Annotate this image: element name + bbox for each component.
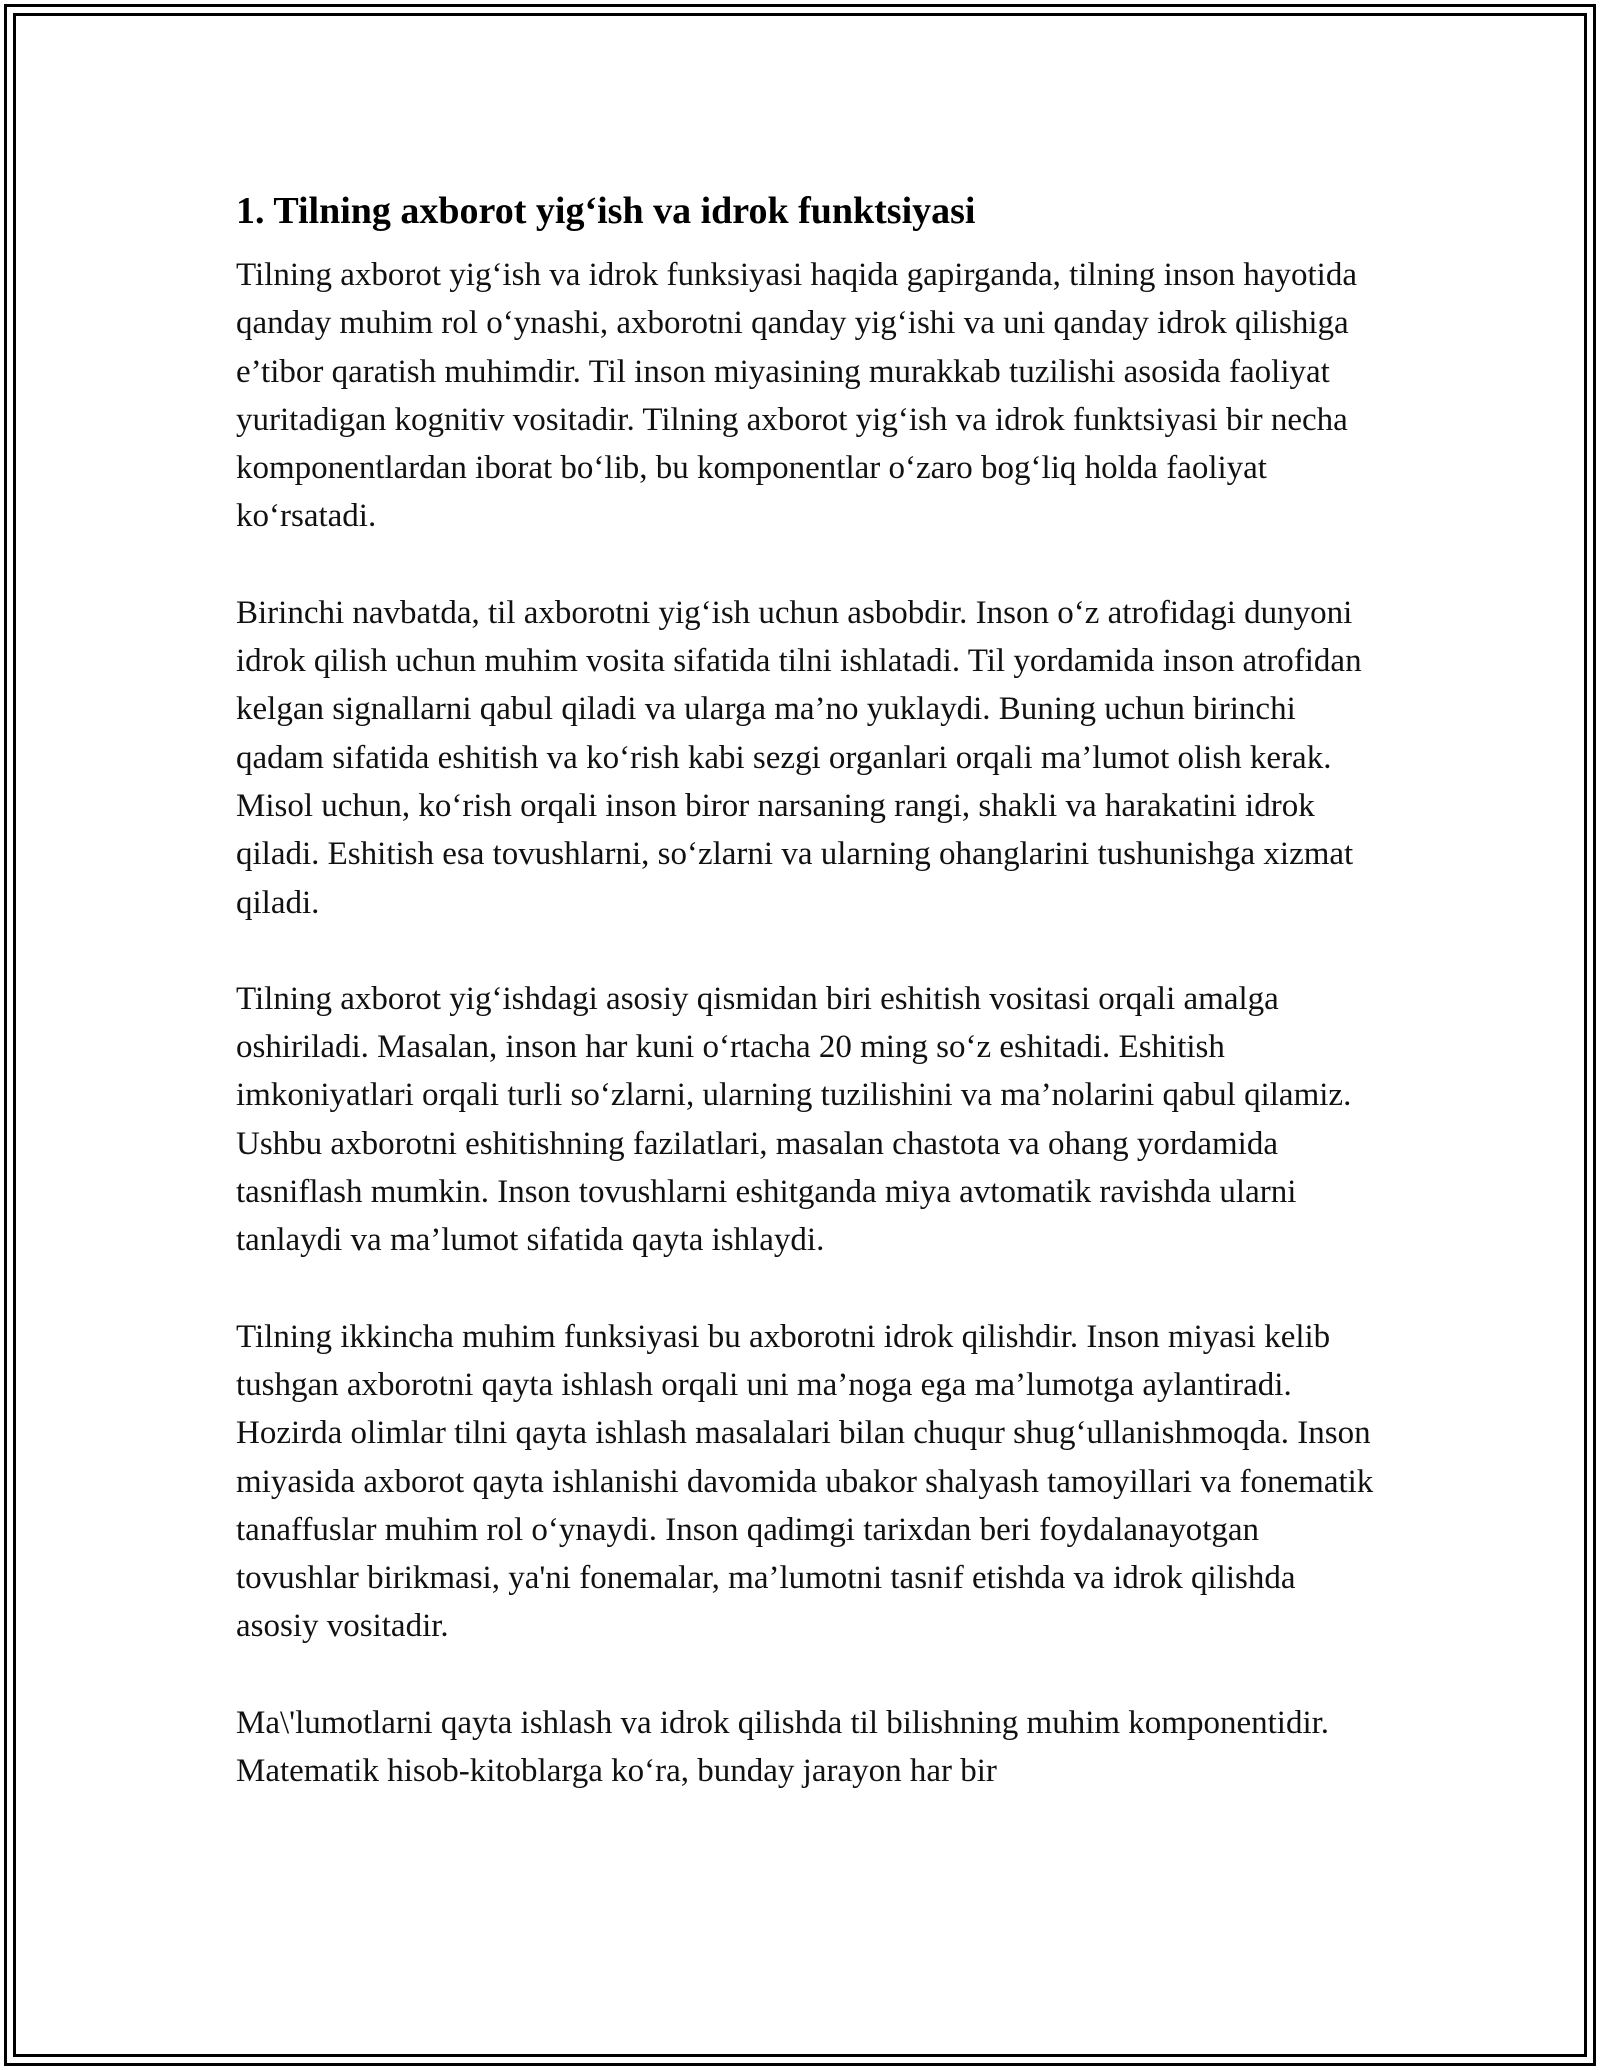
paragraph-4: Tilning ikkincha muhim funksiyasi bu axborotni idrok qilishdir. Inson miyasi kelib tushgan axborotni qayta ishlash orqali uni ma’noga ega ma’lumotga aylantiradi. Hozirda olimlar tilni qayta ishlash masalalari bilan chuqur shug‘ullanishmoqda. Inson miyasida axborot qayta ishlanishi davomida ubakor shalyash tamoyillari va fonematik tanaffuslar muhim rol o‘ynaydi. Inson qadimgi tarixdan beri foydalanayotgan tovushlar birikmasi, ya'ni fonemalar, ma’lumotni tasnif etishda va idrok qilishda asosiy vositadir. bbox=[236, 1318, 1374, 1645]
paragraph-2: Birinchi navbatda, til axborotni yig‘ish uchun asbobdir. Inson o‘z atrofidagi dunyoni idrok qilish uchun muhim vosita sifatida tilni ishlatadi. Til yordamida inson atrofidan kelgan signallarni qabul qiladi va ularga ma’no yuklaydi. Buning uchun birinchi qadam sifatida eshitish va ko‘rish kabi sezgi organlari orqali ma’lumot olish kerak. Misol uchun, ko‘rish orqali inson biror narsaning rangi, shakli va harakatini idrok qiladi. Eshitish esa tovushlarni, so‘zlarni va ularning ohanglarini tushunishga xizmat qiladi. bbox=[236, 594, 1362, 921]
paragraph-1: Tilning axborot yig‘ish va idrok funksiyasi haqida gapirganda, tilning inson hayotida qanday muhim rol o‘ynashi, axborotni qanday yig‘ishi va uni qanday idrok qilishiga e’tibor qaratish muhimdir. Til inson miyasining murakkab tuzilishi asosida faoliyat yuritadigan kognitiv vositadir. Tilning axborot yig‘ish va idrok funktsiyasi bir necha komponentlardan iborat bo‘lib, bu komponentlar o‘zaro bog‘liq holda faoliyat ko‘rsatadi. bbox=[236, 257, 1357, 535]
paragraph-3: Tilning axborot yig‘ishdagi asosiy qismidan biri eshitish vositasi orqali amalga oshiriladi. Masalan, inson har kuni o‘rtacha 20 ming so‘z eshitadi. Eshitish imkoniyatlari orqali turli so‘zlarni, ularning tuzilishini va ma’nolarini qabul qilamiz. Ushbu axborotni eshitishning fazilatlari, masalan chastota va ohang yordamida tasniflash mumkin. Inson tovushlarni eshitganda miya avtomatik ravishda ularni tanlaydi va ma’lumot sifatida qayta ishlaydi. bbox=[236, 980, 1352, 1259]
paragraph-5: Ma\'lumotlarni qayta ishlash va idrok qilishda til bilishning muhim komponentidir. Matematik hisob-kitoblarga ko‘ra, bunday jarayon har bir bbox=[236, 1704, 1330, 1790]
section-heading: 1. Tilning axborot yig‘ish va idrok funktsiyasi bbox=[236, 190, 976, 232]
document-body bbox=[236, 185, 1376, 1795]
